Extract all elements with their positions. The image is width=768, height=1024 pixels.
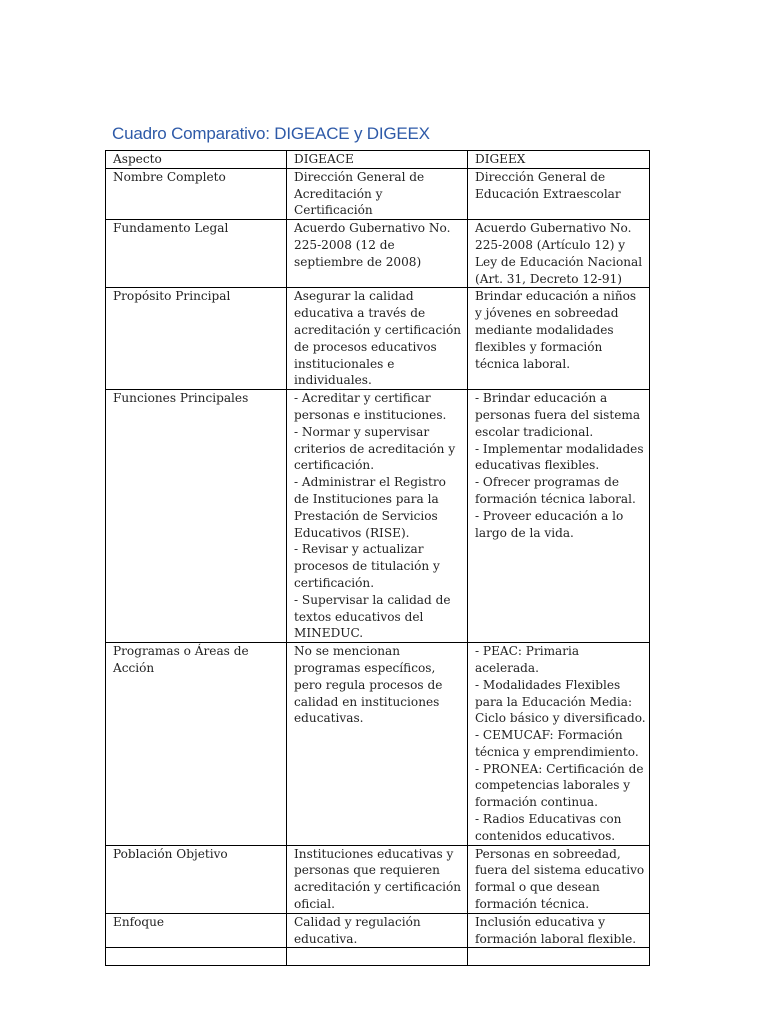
digeace-cell — [287, 220, 468, 288]
empty-cell — [106, 948, 287, 966]
digeex-cell — [468, 168, 650, 219]
aspect-cell: Programas o Áreas de Acción — [106, 643, 287, 846]
digeace-text-line: - Supervisar la calidad de textos educativos del MINEDUC. — [294, 592, 451, 641]
header-cell-digeex: DIGEEX — [468, 151, 650, 169]
header-cell-aspecto: Aspecto — [106, 151, 287, 169]
comparison-table — [105, 150, 650, 966]
digeace-cell — [287, 168, 468, 219]
digeex-cell — [468, 390, 650, 643]
digeace-cell — [287, 845, 468, 913]
digeace-text-line: Calidad y regulación educativa. — [294, 914, 421, 946]
empty-table-row — [106, 948, 650, 966]
digeex-text-line: Brindar educación a niños y jóvenes en sobreedad mediante modalidades flexibles y formación técnica laboral. — [475, 289, 637, 371]
table-row — [106, 913, 650, 948]
empty-cell — [468, 948, 650, 966]
table-row — [106, 220, 650, 288]
digeex-text-line: - PRONEA: Certificación de competencias laborales y formación continua. — [475, 761, 644, 810]
aspect-cell: Funciones Principales — [106, 390, 287, 643]
table-row — [106, 643, 650, 846]
digeex-cell — [468, 845, 650, 913]
digeex-text-line: - Radios Educativas con contenidos educativos. — [475, 812, 622, 843]
digeex-cell — [468, 913, 650, 948]
digeex-text-line: - Modalidades Flexibles para la Educación Media: Ciclo básico y diversificado. — [475, 677, 646, 726]
digeex-text-line: - Implementar modalidades educativas flexibles. — [475, 441, 644, 473]
table-row — [106, 390, 650, 643]
digeex-text-line: - Proveer educación a lo largo de la vida. — [475, 508, 624, 540]
digeace-text-line: - Revisar y actualizar procesos de titulación y certificación. — [294, 542, 440, 590]
digeace-text-line: Dirección General de Acreditación y Certificación — [294, 169, 425, 218]
digeace-cell — [287, 913, 468, 948]
table-row — [106, 845, 650, 913]
aspect-cell: Nombre Completo — [106, 168, 287, 219]
table-row — [106, 288, 650, 390]
header-cell-digeace: DIGEACE — [287, 151, 468, 169]
digeex-text-line: - PEAC: Primaria acelerada. — [475, 644, 580, 675]
aspect-cell: Población Objetivo — [106, 845, 287, 913]
digeex-cell — [468, 288, 650, 390]
digeace-cell — [287, 643, 468, 846]
digeex-text-line: Inclusión educativa y formación laboral flexible. — [475, 914, 637, 946]
aspect-cell: Fundamento Legal — [106, 220, 287, 288]
digeace-text-line: - Normar y supervisar criterios de acreditación y certificación. — [294, 424, 456, 473]
digeex-text-line: Acuerdo Gubernativo No. 225-2008 (Artículo 12) y Ley de Educación Nacional (Art. 31, Decreto 12-91) — [475, 221, 643, 286]
digeace-text-line: - Acreditar y certificar personas e instituciones. — [294, 391, 447, 422]
digeace-text-line: - Administrar el Registro de Instituciones para la Prestación de Servicios Educativos (RISE). — [294, 475, 446, 540]
digeace-text-line: Instituciones educativas y personas que requieren acreditación y certificación oficial. — [294, 846, 462, 912]
aspect-cell: Propósito Principal — [106, 288, 287, 390]
aspect-cell: Enfoque — [106, 913, 287, 948]
digeace-cell — [287, 288, 468, 390]
page-title: Cuadro Comparativo: DIGEACE y DIGEEX — [112, 124, 430, 143]
digeex-cell — [468, 220, 650, 288]
table-row — [106, 168, 650, 219]
digeace-text-line: Asegurar la calidad educativa a través de acreditación y certificación de procesos educativos institucionales e individuales. — [294, 289, 462, 388]
digeex-cell — [468, 643, 650, 846]
digeace-text-line: Acuerdo Gubernativo No. 225-2008 (12 de septiembre de 2008) — [294, 221, 451, 269]
digeex-text-line: - Brindar educación a personas fuera del sistema escolar tradicional. — [475, 391, 641, 439]
digeex-text-line: - Ofrecer programas de formación técnica laboral. — [475, 475, 636, 506]
digeex-text-line: Personas en sobreedad, fuera del sistema educativo formal o que desean formación técnica. — [475, 846, 645, 912]
digeace-text-line: No se mencionan programas específicos, pero regula procesos de calidad en instituciones educativas. — [294, 644, 443, 726]
digeex-text-line: - CEMUCAF: Formación técnica y emprendimiento. — [475, 728, 639, 759]
digeace-cell — [287, 390, 468, 643]
empty-cell — [287, 948, 468, 966]
table-header-row — [106, 151, 650, 169]
digeex-text-line: Dirección General de Educación Extraescolar — [475, 169, 621, 201]
